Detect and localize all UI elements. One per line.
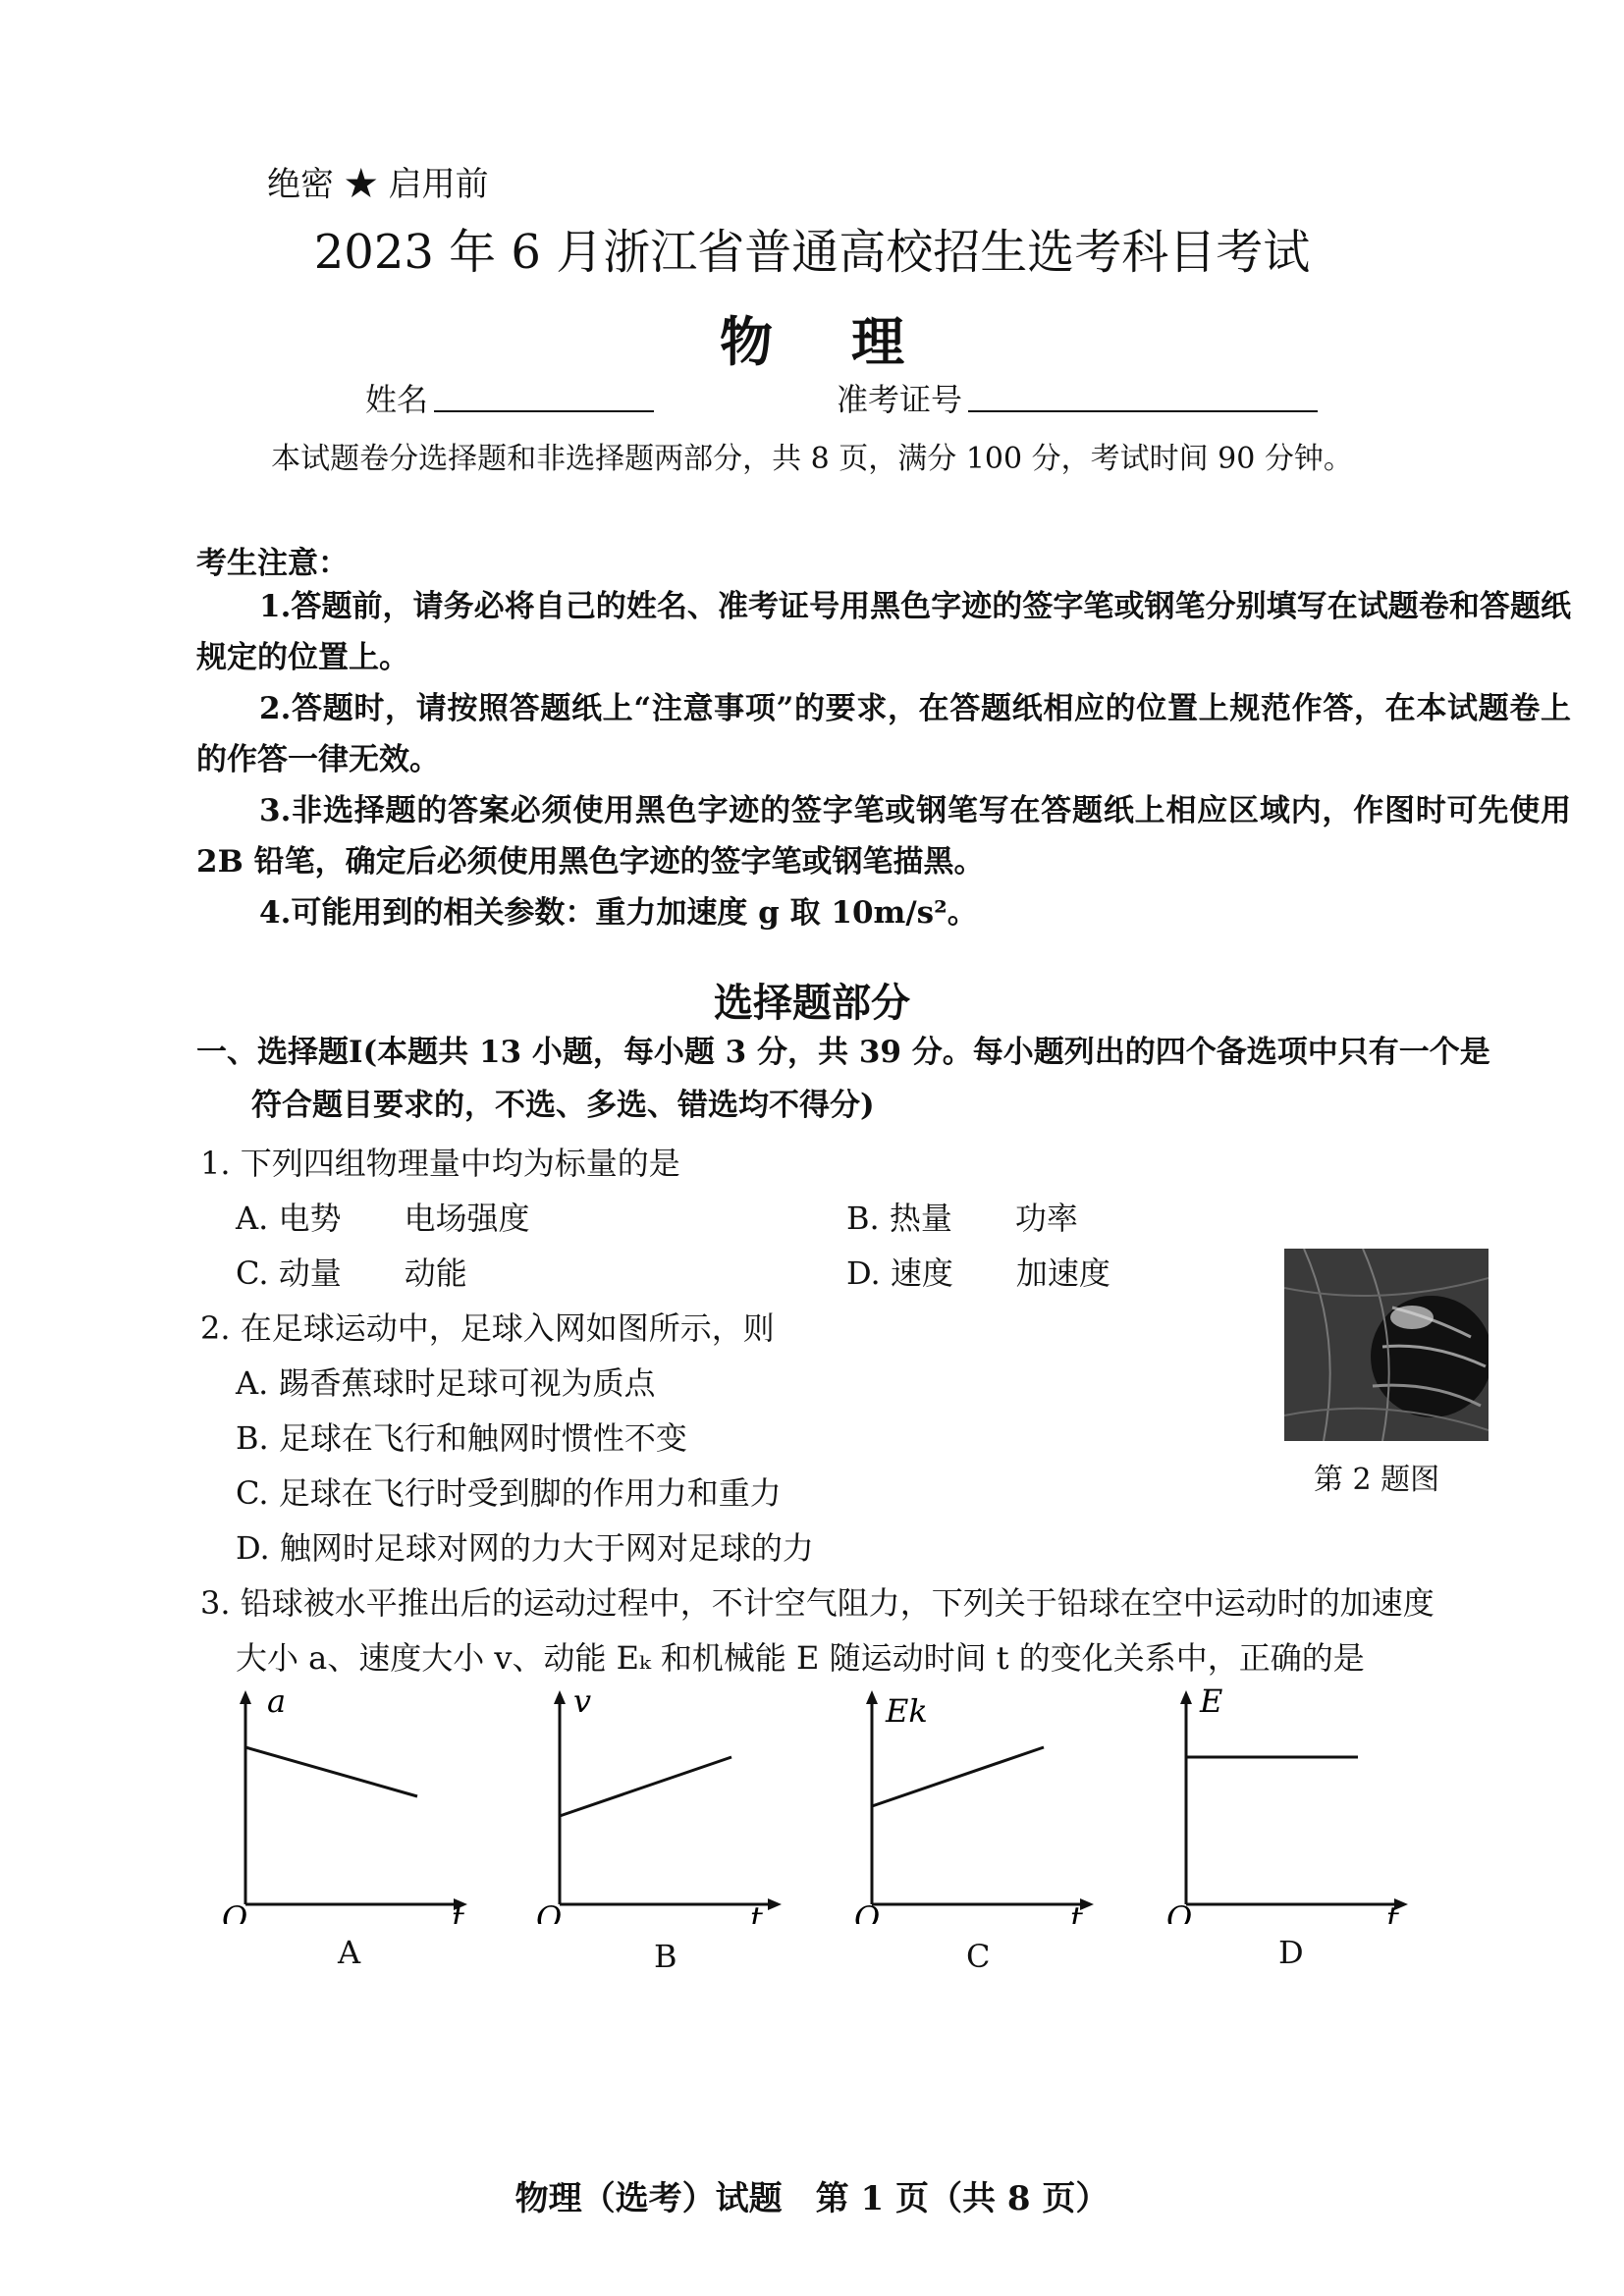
graph-c-line <box>872 1747 1044 1806</box>
graph-a-label[interactable]: A <box>338 1934 361 1971</box>
graph-a-ylabel: a <box>267 1688 287 1720</box>
graph-b-origin: O <box>536 1899 563 1924</box>
q2-option-d: D. 触网时足球对网的力大于网对足球的力 <box>236 1529 814 1567</box>
notice-item-2: 2.答题时，请按照答题纸上“注意事项”的要求，在答题纸相应的位置上规范作答，在本试题卷上的作答一律无效。 <box>196 691 1571 777</box>
notice-item-4: 4.可能用到的相关参数：重力加速度 g 取 10m/s²。 <box>259 895 978 931</box>
graph-d <box>1157 1688 1412 1924</box>
candidate-fields <box>0 375 1624 424</box>
name-label: 姓名 <box>365 381 429 418</box>
graph-c-plot <box>842 1688 1098 1924</box>
graph-c-y-arrow <box>866 1690 878 1704</box>
question-3-stem-cont: 大小 a、速度大小 v、动能 Eₖ 和机械能 E 随运动时间 t 的变化关系中，正确的是 <box>236 1639 1365 1677</box>
part-heading: 一、选择题Ⅰ(本题共 13 小题，每小题 3 分，共 39 分。每小题列出的四个备选项中只有一个是 <box>196 1035 1490 1070</box>
graph-c-origin: O <box>854 1899 881 1924</box>
graph-b-xlabel: t <box>750 1899 763 1924</box>
graph-a-plot <box>216 1688 471 1924</box>
q1-option-c: C. 动量 动能 <box>236 1255 467 1292</box>
part-heading-cont: 符合题目要求的，不选、多选、错选均不得分) <box>251 1088 875 1123</box>
name-field[interactable] <box>434 375 654 412</box>
graph-b-label[interactable]: B <box>654 1938 677 1975</box>
question-3-stem: 3. 铅球被水平推出后的运动过程中，不计空气阻力，下列关于铅球在空中运动时的加速度 <box>200 1584 1435 1622</box>
graph-d-ylabel: E <box>1200 1688 1223 1720</box>
football-net-illustration <box>1284 1249 1489 1441</box>
notice-item-1: 1.答题前，请务必将自己的姓名、准考证号用黑色字迹的签字笔或钢笔分别填写在试题卷和答题纸规定的位置上。 <box>196 589 1571 675</box>
graph-d-y-arrow <box>1180 1690 1192 1704</box>
graph-a-xlabel: t <box>452 1899 464 1924</box>
graph-c <box>842 1688 1098 1924</box>
graph-d-plot <box>1157 1688 1412 1924</box>
graph-c-xlabel: t <box>1070 1899 1083 1924</box>
q2-option-b: B. 足球在飞行和触网时惯性不变 <box>236 1419 687 1457</box>
notice-item <box>196 887 1571 938</box>
notice-heading: 考生注意： <box>196 546 349 581</box>
exam-title: 2023 年 6 月浙江省普通高校招生选考科目考试 <box>313 225 1311 280</box>
notice-item <box>196 581 1571 683</box>
question-2-stem: 2. 在足球运动中，足球入网如图所示，则 <box>200 1309 775 1347</box>
graph-d-label[interactable]: D <box>1278 1934 1304 1971</box>
graph-d-xlabel: t <box>1386 1899 1399 1924</box>
q2-option-a: A. 踢香蕉球时足球可视为质点 <box>236 1364 656 1402</box>
q1-option-d: D. 速度 加速度 <box>846 1255 1110 1292</box>
q2-option-c: C. 足球在飞行时受到脚的作用力和重力 <box>236 1474 782 1512</box>
q1-option-b: B. 热量 功率 <box>846 1200 1078 1237</box>
graph-b-plot <box>530 1688 785 1924</box>
notice-item-3: 3.非选择题的答案必须使用黑色字迹的签字笔或钢笔写在答题纸上相应区域内，作图时可先使用 2B 铅笔，确定后必须使用黑色字迹的签字笔或钢笔描黑。 <box>196 793 1571 880</box>
graph-a <box>216 1688 471 1924</box>
graph-a-origin: O <box>222 1899 248 1924</box>
graph-b-x-arrow <box>768 1898 782 1910</box>
notice-item <box>196 785 1571 887</box>
graph-b-line <box>560 1757 731 1816</box>
graph-b-ylabel: v <box>573 1688 592 1720</box>
graph-c-ylabel: Ek <box>886 1692 928 1730</box>
graph-b <box>530 1688 785 1924</box>
page-footer: 物理（选考）试题 第 1 页（共 8 页） <box>514 2179 1110 2218</box>
id-label: 准考证号 <box>837 381 963 418</box>
subject-title: 物理 <box>720 310 983 373</box>
graph-a-line <box>245 1747 417 1796</box>
football-net-photo <box>1284 1249 1489 1441</box>
question-1-stem: 1. 下列四组物理量中均为标量的是 <box>200 1145 680 1182</box>
graph-a-y-arrow <box>240 1690 251 1704</box>
section-title: 选择题部分 <box>714 980 910 1026</box>
notice-item <box>196 683 1571 785</box>
graph-c-label[interactable]: C <box>966 1938 991 1975</box>
q1-option-a: A. 电势 电场强度 <box>236 1200 530 1237</box>
graph-d-origin: O <box>1166 1899 1193 1924</box>
figure-2-caption: 第 2 题图 <box>1314 1463 1440 1497</box>
graph-b-y-arrow <box>554 1690 566 1704</box>
exam-intro: 本试题卷分选择题和非选择题两部分，共 8 页，满分 100 分，考试时间 90 分钟。 <box>271 442 1353 476</box>
id-field[interactable] <box>968 375 1318 412</box>
confidential-mark: 绝密 ★ 启用前 <box>267 165 489 204</box>
